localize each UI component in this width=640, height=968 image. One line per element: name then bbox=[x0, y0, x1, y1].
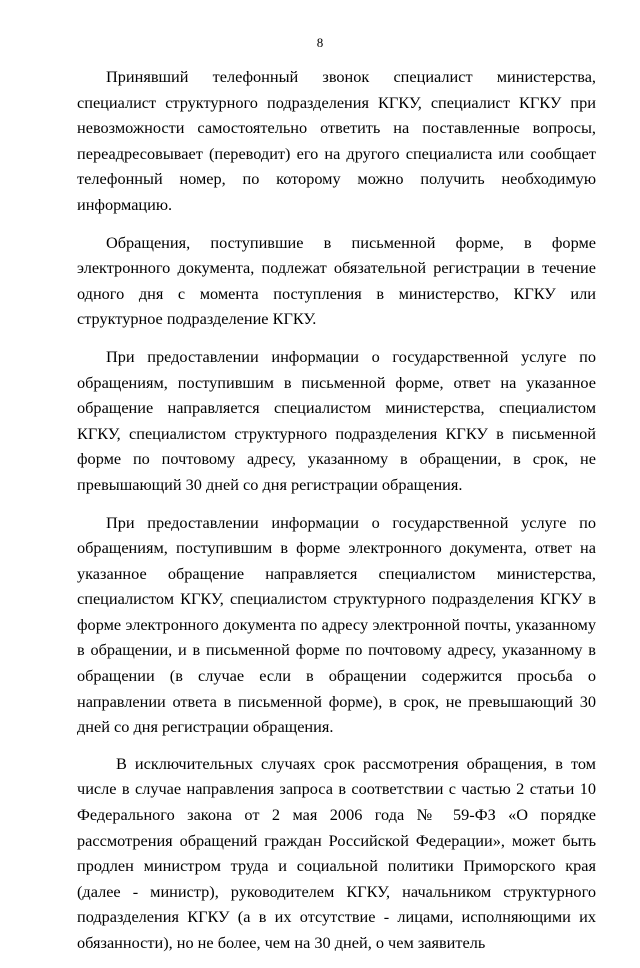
paragraph-electronic-response: При предоставлении информации о государственной услуге по обращениям, поступившим в форме электронного документа, ответ на указанное обращение направляется специалистом министерства, специалистом КГКУ, специалистом структурного подразделения КГКУ в форме электронного документа по адресу электронной почты, указанному в обращении, и в письменной форме по почтовому адресу, указанному в обращении (в случае если в обращении содержится просьба о направлении ответа в письменной форме), в срок, не превышающий 30 дней со дня регистрации обращения. bbox=[77, 512, 596, 737]
paragraph-registration: Обращения, поступившие в письменной форме, в форме электронного документа, подлежат обязательной регистрации в течение одного дня с момента поступления в министерство, КГКУ или структурное подразделение КГКУ. bbox=[77, 232, 596, 329]
page-body bbox=[77, 64, 596, 968]
paragraph-written-response: При предоставлении информации о государственной услуге по обращениям, поступившим в письменной форме, ответ на указанное обращение направляется специалистом министерства, специалистом КГКУ, специалистом структурного подразделения КГКУ в письменной форме по почтовому адресу, указанному в обращении, в срок, не превышающий 30 дней со дня регистрации обращения. bbox=[77, 346, 596, 494]
page-number: 8 bbox=[316, 35, 324, 50]
paragraph-phone-call-redirect: Принявший телефонный звонок специалист министерства, специалист структурного подразделения КГКУ, специалист КГКУ при невозможности самостоятельно ответить на поставленные вопросы, переадресовывает (переводит) его на другого специалиста или сообщает телефонный номер, по которому можно получить необходимую информацию. bbox=[77, 67, 596, 214]
paragraph-extension-of-term: В исключительных случаях срок рассмотрения обращения, в том числе в случае направления запроса в соответствии с частью 2 статьи 10 Федерального закона от 2 мая 2006 года № 59-ФЗ «О порядке рассмотрения обращений граждан Российской Федерации», может быть продлен министром труда и социальной политики Приморского края (далее - министр), руководителем КГКУ, начальником структурного подразделения КГКУ (а в их отсутствие - лицами, исполняющими их обязанности), но не более, чем на 30 дней, о чем заявитель bbox=[77, 753, 596, 952]
